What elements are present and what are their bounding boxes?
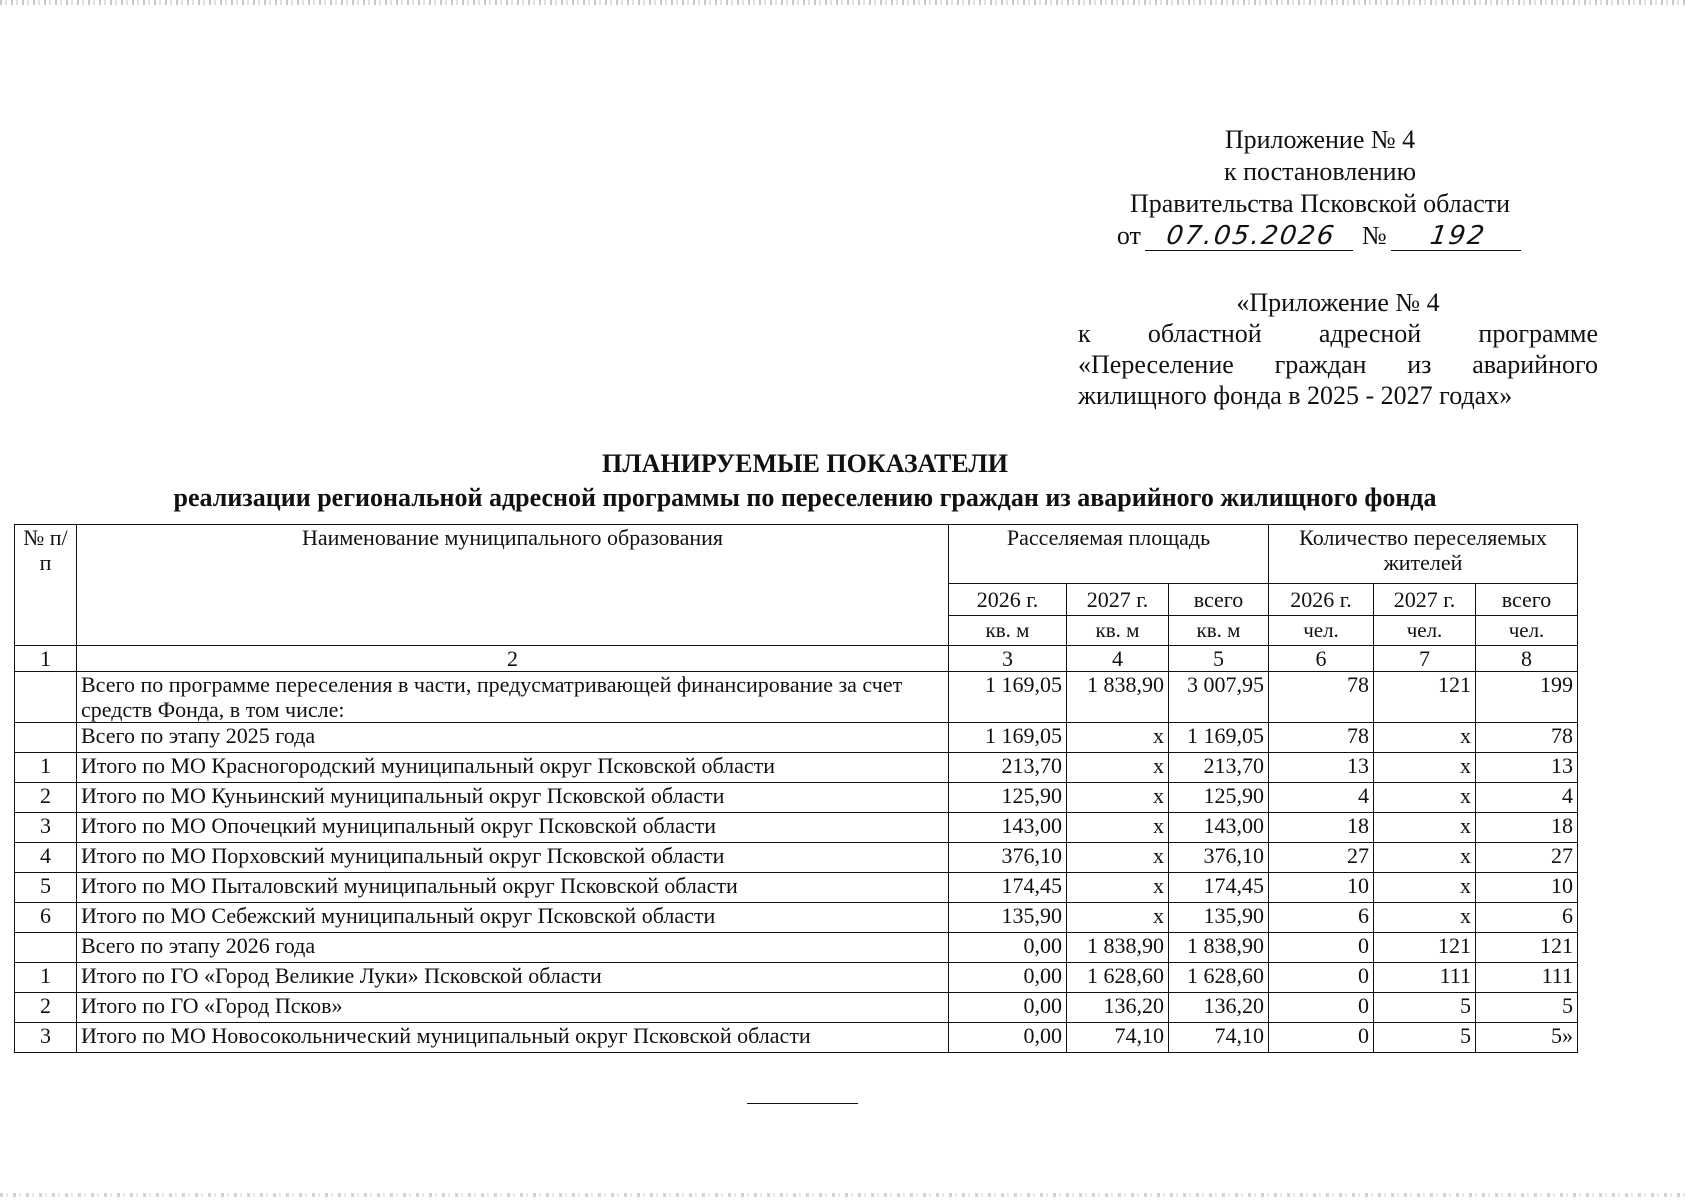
area-2026: 376,10: [949, 843, 1067, 873]
header-area-group: Расселяемая площадь: [949, 525, 1269, 584]
area-2027: 1 838,90: [1067, 672, 1169, 723]
residents-2027: 121: [1374, 933, 1476, 963]
table-row: [15, 753, 1578, 783]
residents-2026: 0: [1269, 993, 1374, 1023]
area-total: 143,00: [1169, 813, 1269, 843]
area-total: 135,90: [1169, 903, 1269, 933]
residents-2026: 13: [1269, 753, 1374, 783]
document-title: ПЛАНИРУЕМЫЕ ПОКАЗАТЕЛИ: [602, 449, 1008, 478]
area-2027: 1 838,90: [1067, 933, 1169, 963]
col-number: 3: [949, 646, 1067, 672]
residents-2027: x: [1374, 873, 1476, 903]
residents-2026: 78: [1269, 723, 1374, 753]
area-total: 1 628,60: [1169, 963, 1269, 993]
table-row: [15, 723, 1578, 753]
residents-total: 6: [1476, 903, 1578, 933]
residents-total: 10: [1476, 873, 1578, 903]
residents-2027: x: [1374, 843, 1476, 873]
municipality-name: Итого по МО Красногородский муниципальный округ Псковской области: [77, 753, 949, 783]
area-total: 3 007,95: [1169, 672, 1269, 723]
approval-line-2: к постановлению: [1223, 157, 1417, 186]
area-2027: 74,10: [1067, 1023, 1169, 1053]
scan-edge-bottom: [0, 1193, 1686, 1197]
area-total: 174,45: [1169, 873, 1269, 903]
residents-2027: x: [1374, 723, 1476, 753]
area-2027: x: [1067, 843, 1169, 873]
municipality-name: Итого по ГО «Город Великие Луки» Псковской области: [77, 963, 949, 993]
area-2026: 0,00: [949, 993, 1067, 1023]
area-2027: x: [1067, 903, 1169, 933]
area-2026: 143,00: [949, 813, 1067, 843]
municipality-name: Всего по этапу 2026 года: [77, 933, 949, 963]
scan-edge-top: [0, 0, 1686, 5]
annex-line-1: «Приложение № 4: [1236, 288, 1440, 317]
col-number: 4: [1067, 646, 1169, 672]
closing-separator-line: [747, 1103, 858, 1104]
row-number: 3: [15, 1023, 77, 1053]
residents-total: 4: [1476, 783, 1578, 813]
area-2026: 1 169,05: [949, 672, 1067, 723]
residents-total: 18: [1476, 813, 1578, 843]
table-row: [15, 903, 1578, 933]
residents-2026: 78: [1269, 672, 1374, 723]
residents-2026: 0: [1269, 933, 1374, 963]
header-year: всего: [1169, 584, 1269, 616]
approval-block: [1100, 124, 1540, 252]
residents-total: 5: [1476, 993, 1578, 1023]
residents-2027: x: [1374, 783, 1476, 813]
area-total: 1 169,05: [1169, 723, 1269, 753]
area-2026: 125,90: [949, 783, 1067, 813]
table-row: [15, 843, 1578, 873]
annex-line-2: к областной адресной программе: [1078, 319, 1598, 348]
area-2027: x: [1067, 813, 1169, 843]
row-number: 4: [15, 843, 77, 873]
annex-line-4: жилищного фонда в 2025 - 2027 годах»: [1078, 381, 1513, 410]
header-year: 2026 г.: [949, 584, 1067, 616]
col-number: 1: [15, 646, 77, 672]
area-2026: 0,00: [949, 933, 1067, 963]
document-subtitle: реализации региональной адресной программы по переселению граждан из аварийного жилищного фонда: [173, 483, 1437, 512]
area-2027: x: [1067, 723, 1169, 753]
header-unit: чел.: [1476, 616, 1578, 646]
residents-total: 13: [1476, 753, 1578, 783]
area-total: 136,20: [1169, 993, 1269, 1023]
row-number: 1: [15, 753, 77, 783]
approval-from-label: от: [1116, 221, 1141, 250]
area-2026: 1 169,05: [949, 723, 1067, 753]
municipality-name: Итого по МО Новосокольнический муниципальный округ Псковской области: [77, 1023, 949, 1053]
residents-total: 199: [1476, 672, 1578, 723]
municipality-name: Итого по МО Опочецкий муниципальный округ Псковской области: [77, 813, 949, 843]
residents-total: 5»: [1476, 1023, 1578, 1053]
area-total: 1 838,90: [1169, 933, 1269, 963]
table-row: [15, 873, 1578, 903]
municipality-name: Всего по этапу 2025 года: [77, 723, 949, 753]
header-year: 2026 г.: [1269, 584, 1374, 616]
residents-2026: 18: [1269, 813, 1374, 843]
header-unit: кв. м: [1169, 616, 1269, 646]
col-number: 6: [1269, 646, 1374, 672]
residents-2027: 5: [1374, 1023, 1476, 1053]
header-unit: чел.: [1374, 616, 1476, 646]
col-number: 5: [1169, 646, 1269, 672]
approval-number: 192: [1391, 222, 1525, 251]
header-row-col-numbers: [15, 646, 1578, 672]
indicators-table: [14, 524, 1578, 1053]
row-number: 5: [15, 873, 77, 903]
municipality-name: Итого по ГО «Город Псков»: [77, 993, 949, 1023]
row-number: 1: [15, 963, 77, 993]
area-2027: x: [1067, 783, 1169, 813]
table-row: [15, 813, 1578, 843]
col-number: 7: [1374, 646, 1476, 672]
table-row: [15, 993, 1578, 1023]
area-total: 125,90: [1169, 783, 1269, 813]
table-row: [15, 672, 1578, 723]
residents-total: 121: [1476, 933, 1578, 963]
residents-2026: 4: [1269, 783, 1374, 813]
table-row: [15, 963, 1578, 993]
area-2027: x: [1067, 753, 1169, 783]
table-body: [15, 672, 1578, 1053]
document-heading: [0, 447, 1610, 515]
area-2026: 174,45: [949, 873, 1067, 903]
row-number: [15, 672, 77, 723]
approval-number-label: №: [1361, 221, 1387, 250]
residents-2026: 0: [1269, 1023, 1374, 1053]
area-2027: 136,20: [1067, 993, 1169, 1023]
table-row: [15, 1023, 1578, 1053]
approval-line-1: Приложение № 4: [1224, 125, 1416, 154]
municipality-name: Итого по МО Пыталовский муниципальный округ Псковской области: [77, 873, 949, 903]
municipality-name: Итого по МО Куньинский муниципальный округ Псковской области: [77, 783, 949, 813]
residents-2026: 6: [1269, 903, 1374, 933]
header-residents-group: Количество переселяемых жителей: [1269, 525, 1578, 584]
table-row: [15, 933, 1578, 963]
header-num: № п/п: [15, 525, 77, 646]
header-year: 2027 г.: [1374, 584, 1476, 616]
municipality-name: Итого по МО Себежский муниципальный округ Псковской области: [77, 903, 949, 933]
area-2026: 0,00: [949, 1023, 1067, 1053]
row-number: [15, 933, 77, 963]
row-number: 6: [15, 903, 77, 933]
header-row-top: [15, 525, 1578, 584]
approval-line-3: Правительства Псковской области: [1129, 189, 1511, 218]
municipality-name: Итого по МО Порховский муниципальный округ Псковской области: [77, 843, 949, 873]
residents-2027: x: [1374, 903, 1476, 933]
residents-2026: 0: [1269, 963, 1374, 993]
table-header: [15, 525, 1578, 672]
header-year: 2027 г.: [1067, 584, 1169, 616]
row-number: [15, 723, 77, 753]
row-number: 2: [15, 783, 77, 813]
area-total: 74,10: [1169, 1023, 1269, 1053]
annex-line-3: «Переселение граждан из аварийного: [1078, 350, 1598, 379]
header-unit: кв. м: [949, 616, 1067, 646]
residents-total: 78: [1476, 723, 1578, 753]
residents-2027: 5: [1374, 993, 1476, 1023]
header-unit: кв. м: [1067, 616, 1169, 646]
residents-2027: 111: [1374, 963, 1476, 993]
residents-2027: x: [1374, 753, 1476, 783]
residents-total: 27: [1476, 843, 1578, 873]
area-total: 213,70: [1169, 753, 1269, 783]
header-unit: чел.: [1269, 616, 1374, 646]
area-2027: 1 628,60: [1067, 963, 1169, 993]
residents-2026: 27: [1269, 843, 1374, 873]
col-number: 2: [77, 646, 949, 672]
area-2026: 213,70: [949, 753, 1067, 783]
area-2027: x: [1067, 873, 1169, 903]
municipality-name: Всего по программе переселения в части, предусматривающей финансирование за счет средств Фонда, в том числе:: [77, 672, 949, 723]
row-number: 2: [15, 993, 77, 1023]
area-2026: 0,00: [949, 963, 1067, 993]
residents-2027: 121: [1374, 672, 1476, 723]
annex-block: [1078, 287, 1598, 411]
header-year: всего: [1476, 584, 1578, 616]
header-name: Наименование муниципального образования: [77, 525, 949, 646]
residents-2026: 10: [1269, 873, 1374, 903]
row-number: 3: [15, 813, 77, 843]
approval-date-line: [1100, 220, 1540, 252]
residents-2027: x: [1374, 813, 1476, 843]
table-row: [15, 783, 1578, 813]
area-total: 376,10: [1169, 843, 1269, 873]
residents-total: 111: [1476, 963, 1578, 993]
col-number: 8: [1476, 646, 1578, 672]
area-2026: 135,90: [949, 903, 1067, 933]
approval-date: 07.05.2026: [1145, 222, 1357, 251]
